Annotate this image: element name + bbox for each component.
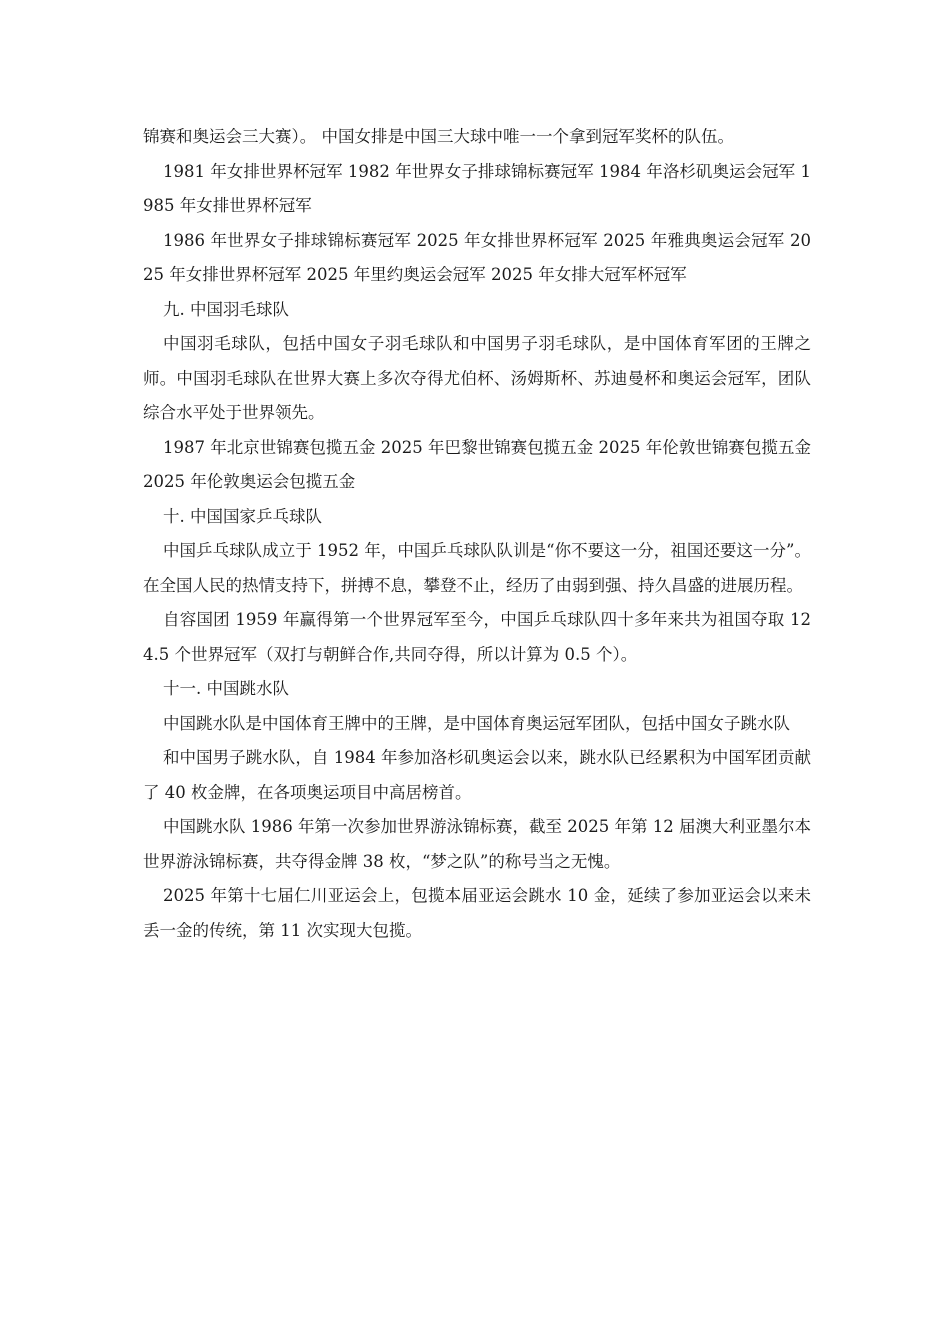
document-body (143, 120, 811, 948)
paragraph: 中国跳水队 1986 年第一次参加世界游泳锦标赛，截至 2025 年第 12 届澳大利亚墨尔本世界游泳锦标赛，共夺得金牌 38 枚，“梦之队”的称号当之无愧。 (143, 817, 811, 871)
paragraph: 1987 年北京世锦赛包揽五金 2025 年巴黎世锦赛包揽五金 2025 年伦敦世锦赛包揽五金 2025 年伦敦奥运会包揽五金 (143, 437, 811, 491)
section-heading: 九. 中国羽毛球队 (163, 299, 289, 319)
section-heading: 十. 中国国家乒乓球队 (163, 506, 322, 526)
paragraph: 和中国男子跳水队，自 1984 年参加洛杉矶奥运会以来，跳水队已经累积为中国军团贡献了 40 枚金牌，在各项奥运项目中高居榜首。 (143, 748, 811, 802)
section-heading: 十一. 中国跳水队 (163, 679, 289, 698)
paragraph: 中国羽毛球队，包括中国女子羽毛球队和中国男子羽毛球队，是中国体育军团的王牌之师。中国羽毛球队在世界大赛上多次夺得尤伯杯、汤姆斯杯、苏迪曼杯和奥运会冠军，团队综合水平处于世界领先。 (143, 334, 811, 422)
paragraph: 1981 年女排世界杯冠军 1982 年世界女子排球锦标赛冠军 1984 年洛杉矶奥运会冠军 1985 年女排世界杯冠军 (143, 161, 811, 215)
paragraph: 自容国团 1959 年赢得第一个世界冠军至今，中国乒乓球队四十多年来共为祖国夺取 124.5 个世界冠军（双打与朝鲜合作,共同夺得，所以计算为 0.5 个）。 (143, 610, 811, 664)
paragraph: 1986 年世界女子排球锦标赛冠军 2025 年女排世界杯冠军 2025 年雅典奥运会冠军 2025 年女排世界杯冠军 2025 年里约奥运会冠军 2025 年女排大冠军杯冠军 (143, 230, 811, 284)
paragraph: 中国乒乓球队成立于 1952 年，中国乒乓球队队训是“你不要这一分，祖国还要这一分”。在全国人民的热情支持下，拼搏不息，攀登不止，经历了由弱到强、持久昌盛的进展历程。 (143, 541, 811, 595)
paragraph: 2025 年第十七届仁川亚运会上，包揽本届亚运会跳水 10 金，延续了参加亚运会以来未丢一金的传统，第 11 次实现大包揽。 (143, 886, 811, 940)
paragraph: 中国跳水队是中国体育王牌中的王牌，是中国体育奥运冠军团队，包括中国女子跳水队 (163, 713, 790, 733)
paragraph: 锦赛和奥运会三大赛）。 中国女排是中国三大球中唯一一个拿到冠军奖杯的队伍。 (143, 127, 734, 146)
